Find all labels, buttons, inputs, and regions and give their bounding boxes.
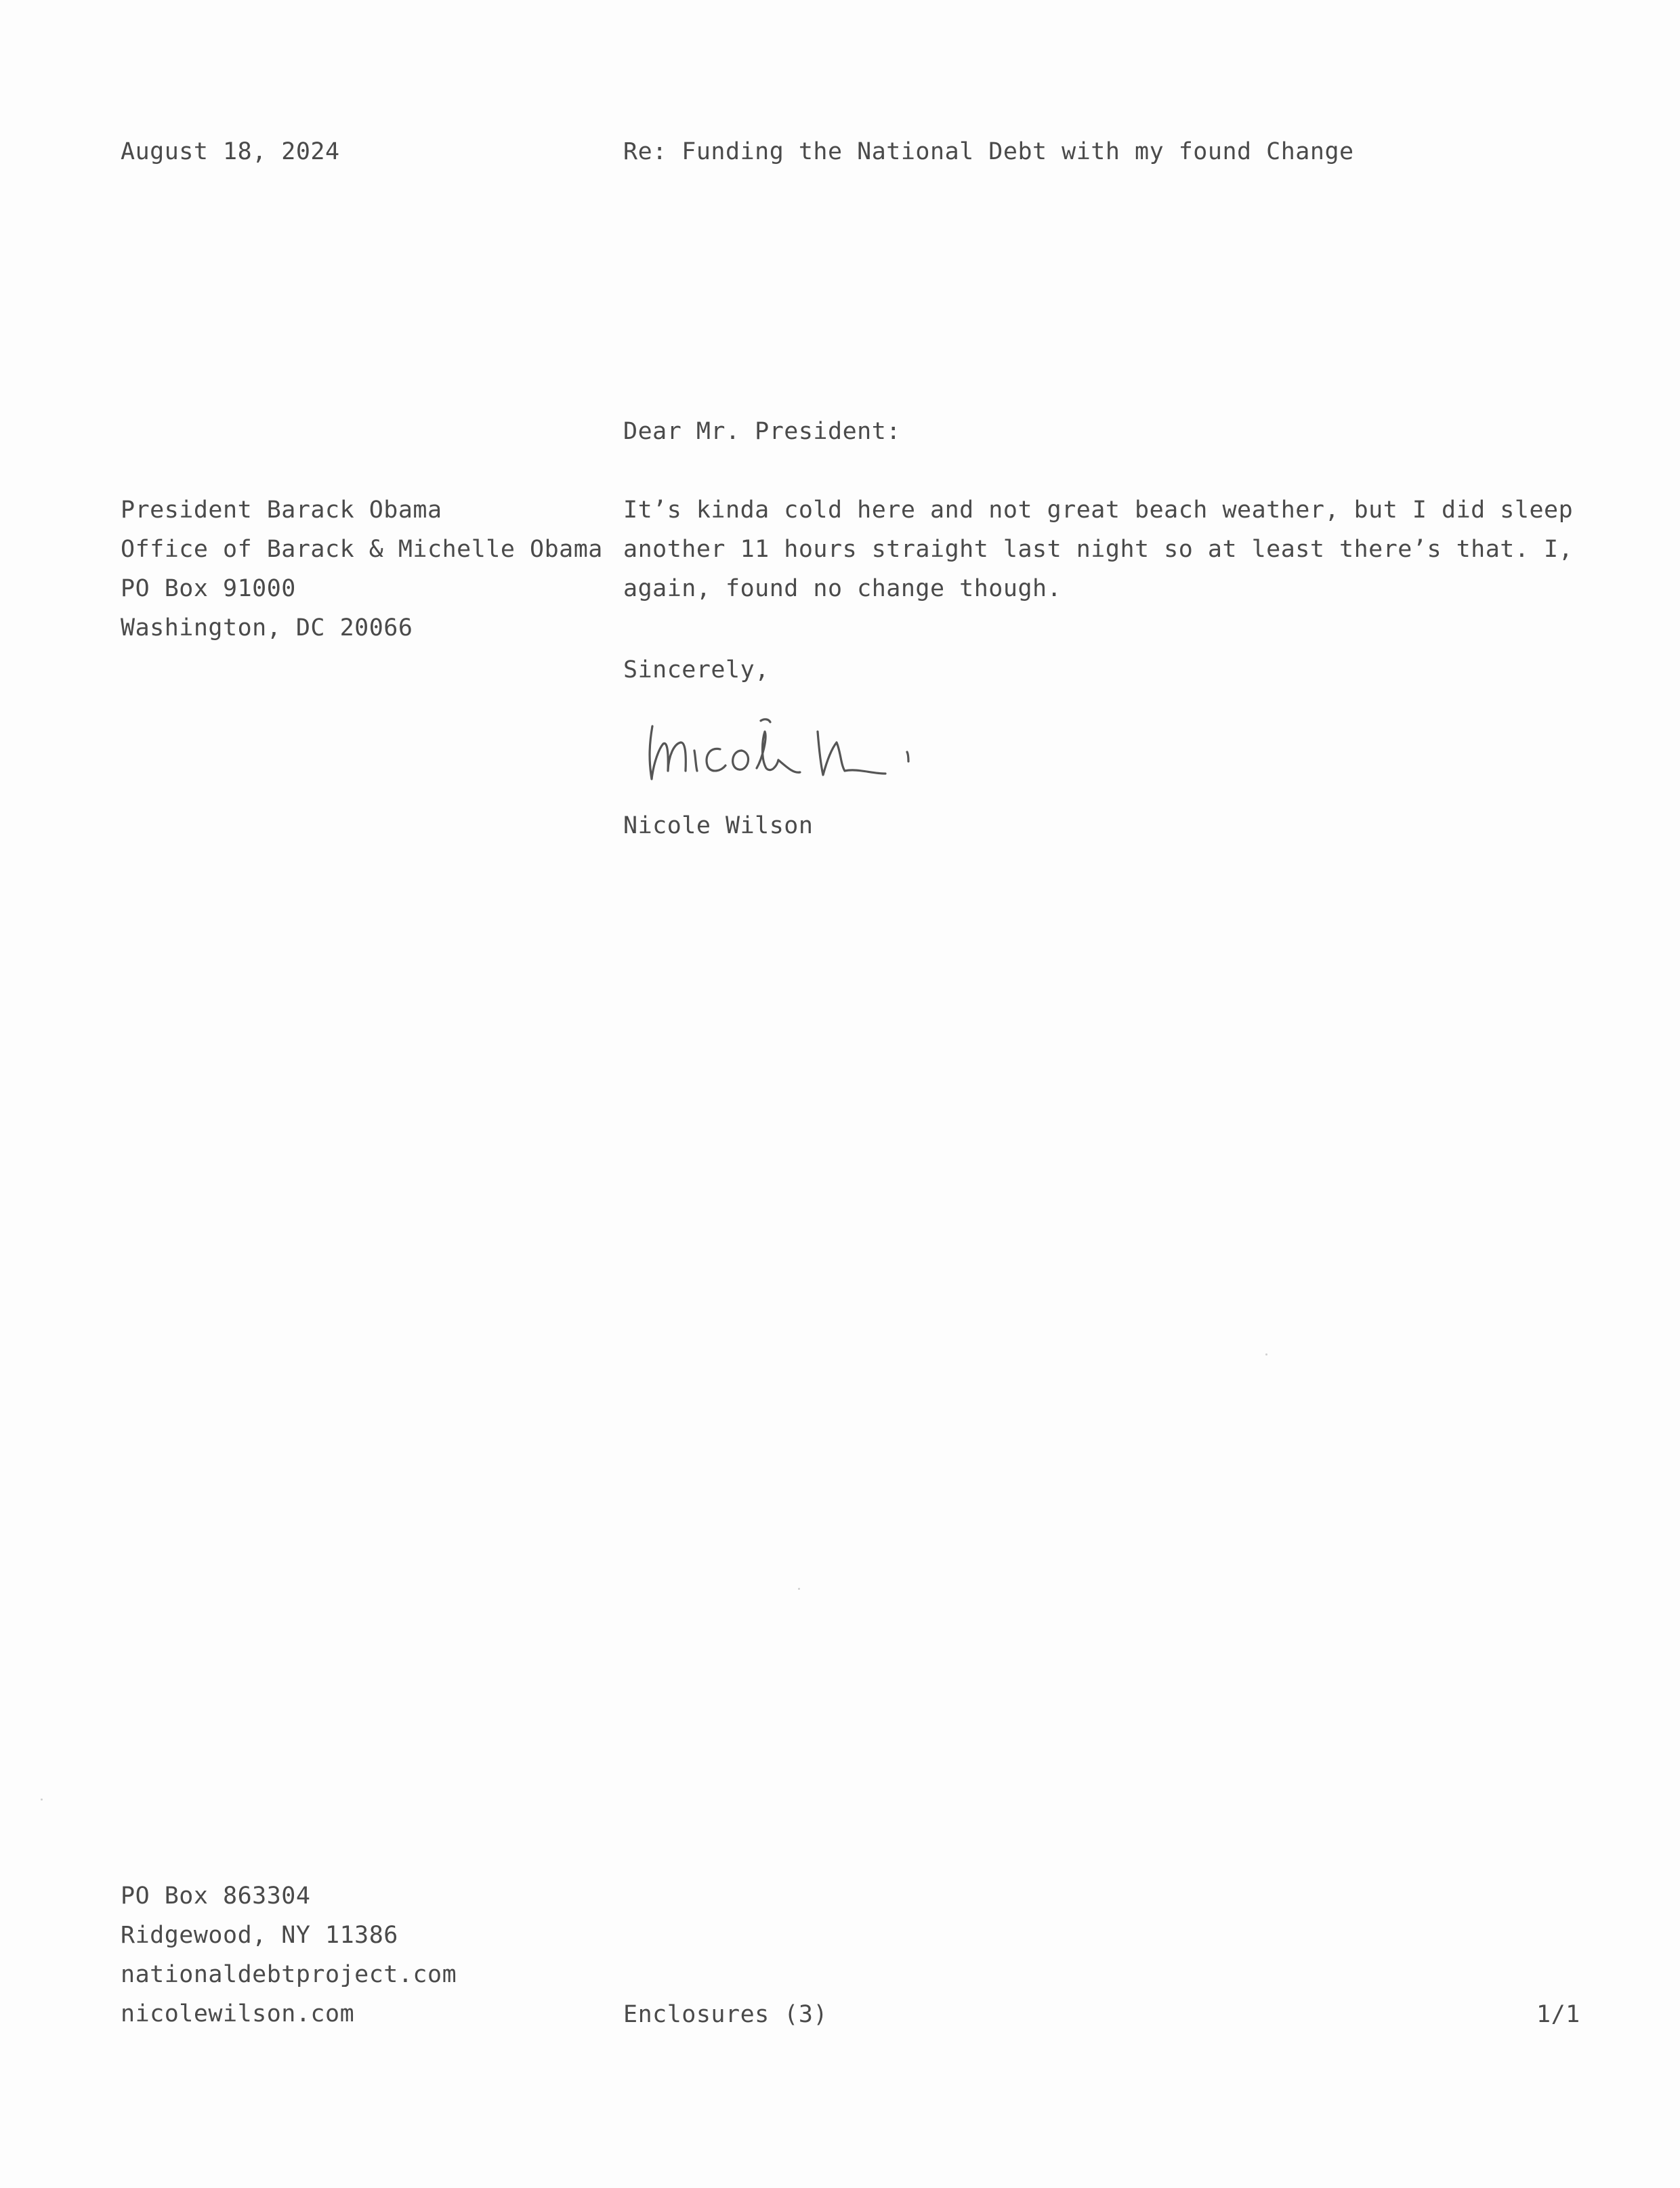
recipient-line: President Barack Obama	[121, 497, 442, 524]
sender-line: Ridgewood, NY 11386	[121, 1922, 398, 1949]
paper-speck	[41, 1798, 43, 1801]
recipient-line: Washington, DC 20066	[121, 614, 413, 641]
letter-body	[623, 490, 1573, 608]
body-line: again, found no change though.	[623, 575, 1062, 602]
page-number: 1/1	[1536, 2001, 1580, 2028]
salutation: Dear Mr. President:	[623, 418, 901, 445]
sender-address	[121, 1876, 457, 2034]
letter-subject: Re: Funding the National Debt with my found Change	[623, 138, 1354, 165]
paper-speck	[1265, 1353, 1267, 1355]
recipient-line: Office of Barack & Michelle Obama	[121, 536, 603, 563]
sender-line: nationaldebtproject.com	[121, 1961, 457, 1988]
recipient-line: PO Box 91000	[121, 575, 296, 602]
recipient-address	[121, 490, 603, 648]
letter-date: August 18, 2024	[121, 138, 340, 165]
sender-line: nicolewilson.com	[121, 2000, 355, 2027]
enclosures-note: Enclosures (3)	[623, 2001, 828, 2028]
paper-speck	[798, 1588, 800, 1590]
body-line: another 11 hours straight last night so at least there’s that. I,	[623, 536, 1574, 563]
signer-name: Nicole Wilson	[623, 812, 814, 839]
sender-line: PO Box 863304	[121, 1882, 311, 1910]
handwritten-signature	[633, 711, 999, 793]
closing: Sincerely,	[623, 656, 770, 683]
body-line: It’s kinda cold here and not great beach weather, but I did sleep	[623, 497, 1574, 524]
